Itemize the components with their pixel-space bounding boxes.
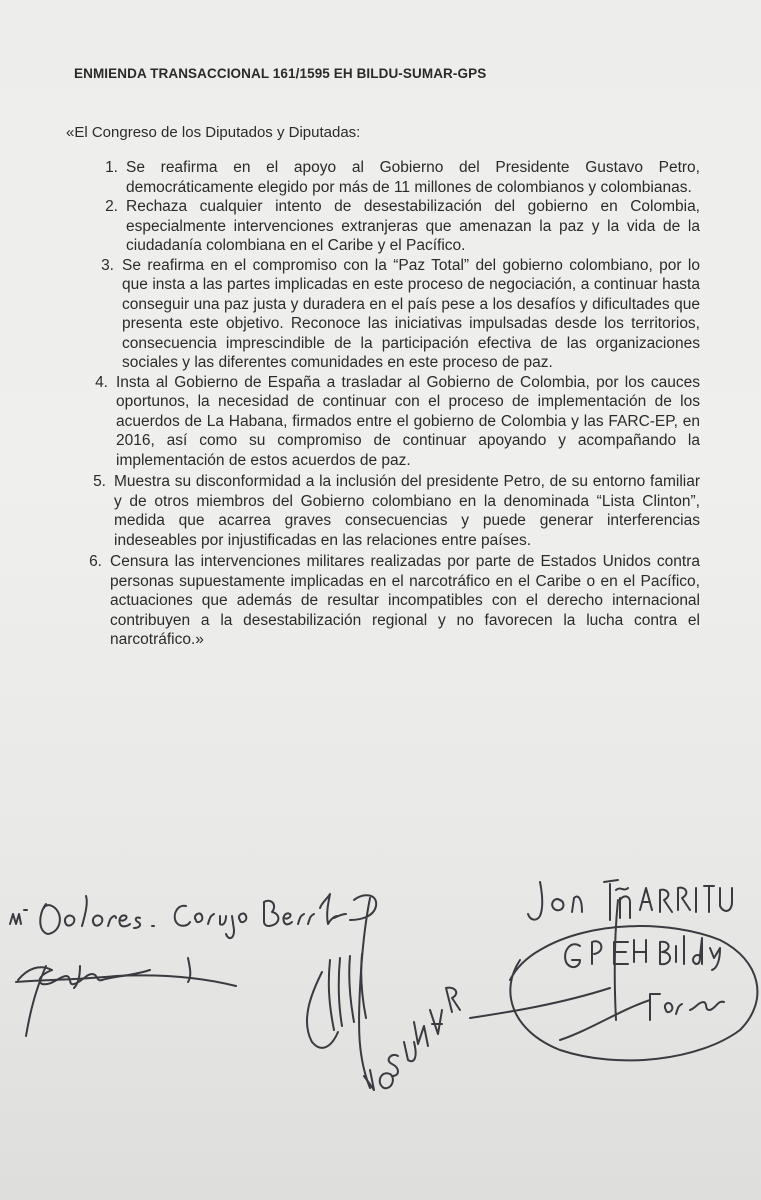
item-text: Insta al Gobierno de España a trasladar al Gobierno de Colombia, por los cauces oportunos, la necesidad de continuar con el proceso de implementación de los acuerdos de La Habana, firmados entre el gobierno de Colombia y las FARC-EP, en 2016, así como su compromiso de continuar apoyando y acompañando la implementación de estos acuerdos de paz. — [116, 373, 700, 469]
document-intro: «El Congreso de los Diputados y Diputadas: — [66, 124, 361, 141]
item-text: Se reafirma en el apoyo al Gobierno del Presidente Gustavo Petro, democráticamente elegido por más de 11 millones de colombianos y colombianas. — [126, 159, 700, 196]
item-text: Censura las intervenciones militares realizadas por parte de Estados Unidos contra personas supuestamente implicadas en el narcotráfico en el Caribe o en el Pacífico, actuaciones que además de resultar incompatibles con el derecho internacional contribuyen a la desestabilización regional y no favorecen la lucha contra el narcotráfico.» — [110, 553, 700, 648]
item-text: Muestra su disconformidad a la inclusión del presidente Petro, de su entorno familiar y de otros miembros del Gobierno colombiano en la denominada “Lista Clinton”, medida que acarrea graves consecuencias y puede generar interferencias indeseables por injustificadas en las relaciones entre países. — [114, 473, 700, 549]
item-number: 2. — [105, 198, 118, 215]
list-item — [72, 373, 700, 471]
list-item — [66, 552, 700, 650]
document-title: ENMIENDA TRANSACCIONAL 161/1595 EH BILDU-SUMAR-GPS — [74, 66, 487, 81]
resolution-list — [60, 158, 700, 650]
signatures-area — [0, 860, 761, 1160]
item-number: 6. — [89, 553, 102, 570]
signature-left — [10, 894, 346, 1036]
item-number: 4. — [95, 373, 108, 391]
item-number: 3. — [101, 256, 114, 274]
list-item — [70, 472, 700, 550]
list-item — [82, 197, 700, 256]
item-text: Se reafirma en el compromiso con la “Paz Total” del gobierno colombiano, por lo que insta a las partes implicadas en este proceso de negociación, a continuar hasta conseguir una paz justa y duradera en el país pese a los desafíos y dificultades que presenta este objetivo. Reconoce las iniciativas impulsadas desde los territorios, consecuencia imprescindible de la participación efectiva de las organizaciones sociales y las diferentes comunidades en este proceso de paz. — [122, 256, 700, 371]
item-number: 5. — [93, 473, 106, 490]
signature-middle — [307, 895, 460, 1090]
item-number: 1. — [105, 159, 118, 176]
list-item — [82, 158, 700, 197]
list-item — [78, 256, 700, 373]
signature-right — [470, 880, 757, 1060]
item-text: Rechaza cualquier intento de desestabilización del gobierno en Colombia, especialmente intervenciones extranjeras que amenazan la paz y la vida de la ciudadanía colombiana en el Caribe y el Pacífico. — [126, 198, 700, 254]
